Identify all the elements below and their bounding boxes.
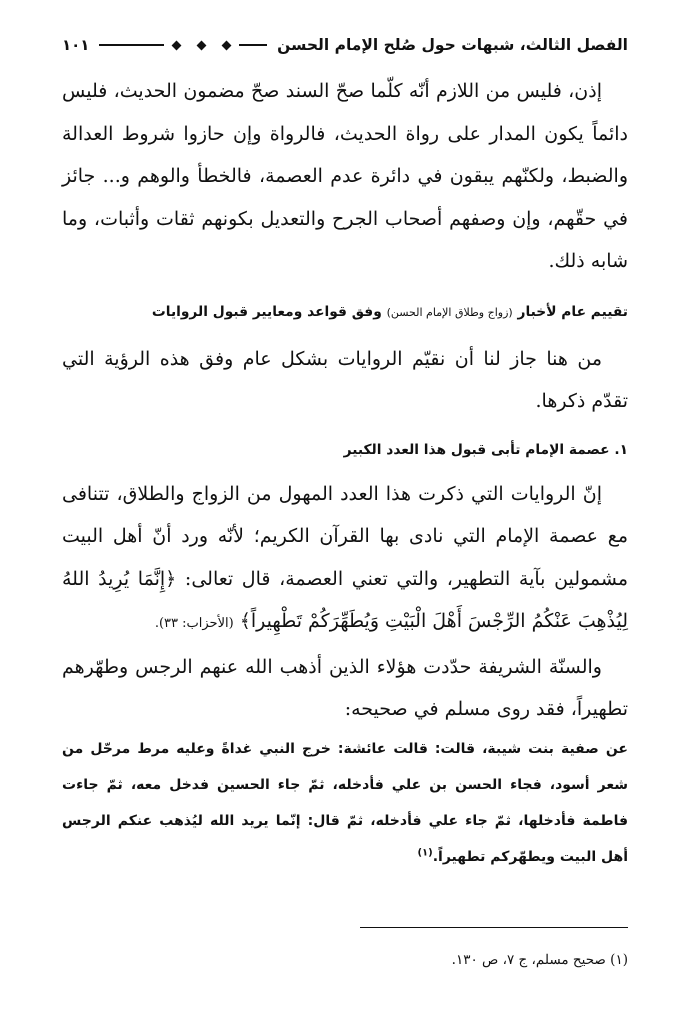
footnote-divider: [360, 927, 628, 928]
section-heading-rest: وفق قواعد ومعايير قبول الروايات: [151, 303, 382, 320]
diamond-icon: [197, 40, 207, 50]
paragraph: والسنّة الشريفة حدّدت هؤلاء الذين أذهب الله عنهم الرجس وطهّرهم تطهيراً، فقد روى مسلم في صحيحه:: [62, 655, 628, 720]
ornament-line: [99, 44, 164, 46]
section-heading-main: تقييم عام لأخبار: [517, 303, 628, 320]
page-number: ١٠١: [62, 36, 90, 54]
verse-reference: (الأحزاب: ٣٣).: [154, 616, 234, 631]
book-page: [62, 0, 628, 1026]
hadith-text: عن صفية بنت شيبة، قالت: قالت عائشة: خرج النبي غداةً وعليه مرط مرحّل من شعر أسود، فجاء الحسن بن علي فأدخله، ثمّ جاء الحسين فدخل معه، ثمّ جاءت فاطمة فأدخلها، ثمّ جاء علي فأدخله، ثمّ قال: إنّما يريد الله ليُذهب عنكم الرجس أهل البيت ويطهّركم تطهيراً.: [62, 740, 628, 865]
paragraph: من هنا جاز لنا أن نقيّم الروايات بشكل عام وفق هذه الرؤية التي تقدّم ذكرها.: [62, 347, 628, 412]
chapter-title: الفصل الثالث، شبهات حول صُلح الإمام الحسن: [277, 36, 628, 54]
header-ornament: [99, 42, 267, 49]
footnote-marker: (١): [417, 846, 433, 858]
page-content: [62, 70, 628, 875]
section-heading-small: (زواج وطلاق الإمام الحسن): [386, 305, 513, 319]
ornament-line: [239, 44, 267, 46]
subsection-heading: ١. عصمة الإمام تأبى قبول هذا العدد الكبير: [343, 441, 628, 458]
quran-verse: ﴿إِنَّمَا يُرِيدُ اللهُ لِيُذْهِبَ عَنْكُمُ الرِّجْسَ أَهْلَ الْبَيْتِ وَيُطَهِّرَكُمْ تَطْهِيراً﴾: [62, 567, 628, 632]
hadith-quote: [62, 731, 628, 875]
paragraph-with-verse: [62, 473, 628, 646]
footnote: (١) صحيح مسلم، ج ٧، ص ١٣٠.: [451, 952, 628, 968]
paragraph-text: إنّ الروايات التي ذكرت هذا العدد المهول من الزواج والطلاق، تتنافى مع عصمة الإمام التي نادى بها القرآن الكريم؛ لأنّه ورد أنّ أهل البيت مشمولين بآية التطهير، والتي تعني العصمة، قال تعالى:: [62, 482, 628, 590]
running-header: [62, 30, 628, 60]
section-heading: [62, 301, 628, 324]
paragraph: إذن، فليس من اللازم أنّه كلّما صحّ السند صحّ مضمون الحديث، فليس دائماً يكون المدار على رواة الحديث، فالرواة وإن حازوا شروط العدالة والضبط، ولكنّهم يبقون في دائرة عدم العصمة، فالخطأ والوهم و... جائز في حقّهم، وإن وصفهم أصحاب الجرح والتعديل بكونهم ثقات وأثبات، وما شابه ذلك.: [62, 80, 628, 272]
diamond-icon: [172, 40, 182, 50]
diamond-icon: [222, 40, 232, 50]
